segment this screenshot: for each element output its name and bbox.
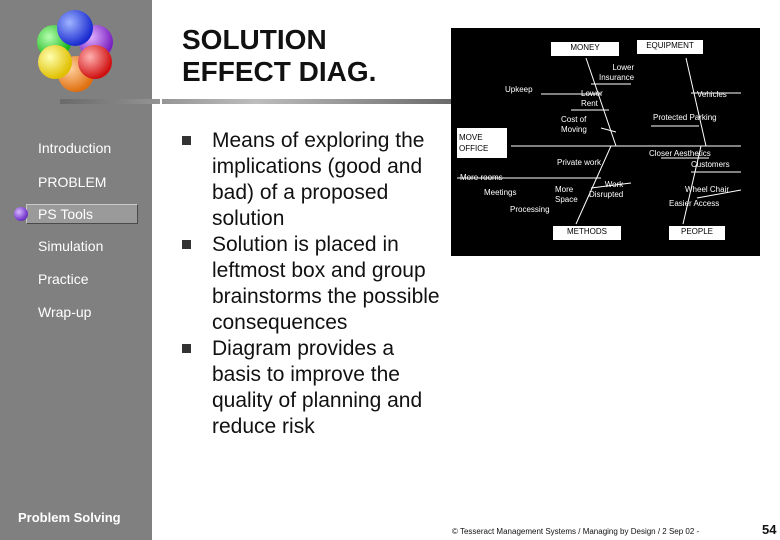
- bullet-text: Solution is placed in leftmost box and group brainstorms the possible consequences: [212, 233, 440, 334]
- label-cost-of-moving: Cost of Moving: [561, 115, 587, 134]
- bullet-item: [180, 128, 440, 232]
- label-processing: Processing: [510, 205, 550, 214]
- page-number: 54: [762, 522, 777, 537]
- label-work-disrupted: Work Disrupted: [589, 180, 624, 199]
- label-easier-access: Easier Access: [669, 199, 720, 208]
- square-bullet-icon: [182, 240, 191, 249]
- square-bullet-icon: [182, 136, 191, 145]
- nav-problem[interactable]: PROBLEM: [38, 174, 107, 190]
- label-customers: Customers: [691, 160, 730, 169]
- bullet-list: [180, 128, 440, 440]
- sidebar: [0, 0, 152, 540]
- people-box: PEOPLE: [669, 226, 725, 240]
- label-meetings: Meetings: [484, 188, 517, 197]
- money-box: MONEY: [551, 42, 619, 56]
- label-more-space: More Space: [555, 185, 578, 204]
- nav-wrap-up[interactable]: Wrap-up: [38, 304, 92, 320]
- label-closer-aesthetics: Closer Aesthetics: [649, 149, 711, 158]
- bullet-text: Means of exploring the implications (good and bad) of a proposed solution: [212, 129, 425, 230]
- purple-sphere-icon: [14, 207, 28, 221]
- bullet-text: Diagram provides a basis to improve the quality of planning and reduce risk: [212, 337, 423, 438]
- nav-practice[interactable]: Practice: [38, 271, 89, 287]
- divider-tick: [160, 96, 162, 106]
- move-office-box: MOVE OFFICE: [457, 128, 507, 158]
- course-footer: Problem Solving: [18, 510, 121, 525]
- methods-box: METHODS: [553, 226, 621, 240]
- label-more-rooms: More rooms: [460, 173, 503, 182]
- nav-introduction[interactable]: Introduction: [38, 140, 112, 156]
- colored-spheres-logo: [30, 6, 120, 96]
- page-title: [182, 24, 376, 88]
- solution-effect-diagram: [451, 28, 760, 256]
- title-divider: [60, 99, 452, 104]
- label-protected-parking: Protected Parking: [653, 113, 717, 122]
- square-bullet-icon: [182, 344, 191, 353]
- label-wheel-chair: Wheel Chair: [685, 185, 730, 194]
- label-private-work: Private work: [557, 158, 602, 167]
- title-line-1: SOLUTION: [182, 24, 327, 55]
- nav-simulation[interactable]: Simulation: [38, 238, 104, 254]
- label-lower-insurance: Lower Insurance: [599, 63, 635, 82]
- label-vehicles: Vehicles: [697, 90, 727, 99]
- label-upkeep: Upkeep: [505, 85, 533, 94]
- equipment-box: EQUIPMENT: [637, 40, 703, 54]
- bullet-item: [180, 232, 440, 336]
- nav-ps-tools[interactable]: PS Tools: [38, 206, 93, 222]
- label-lower-rent: Lower Rent: [581, 89, 603, 108]
- bullet-item: [180, 336, 440, 440]
- copyright-footer: © Tesseract Management Systems / Managing by Design / 2 Sep 02 -: [452, 527, 700, 536]
- title-line-2: EFFECT DIAG.: [182, 56, 377, 87]
